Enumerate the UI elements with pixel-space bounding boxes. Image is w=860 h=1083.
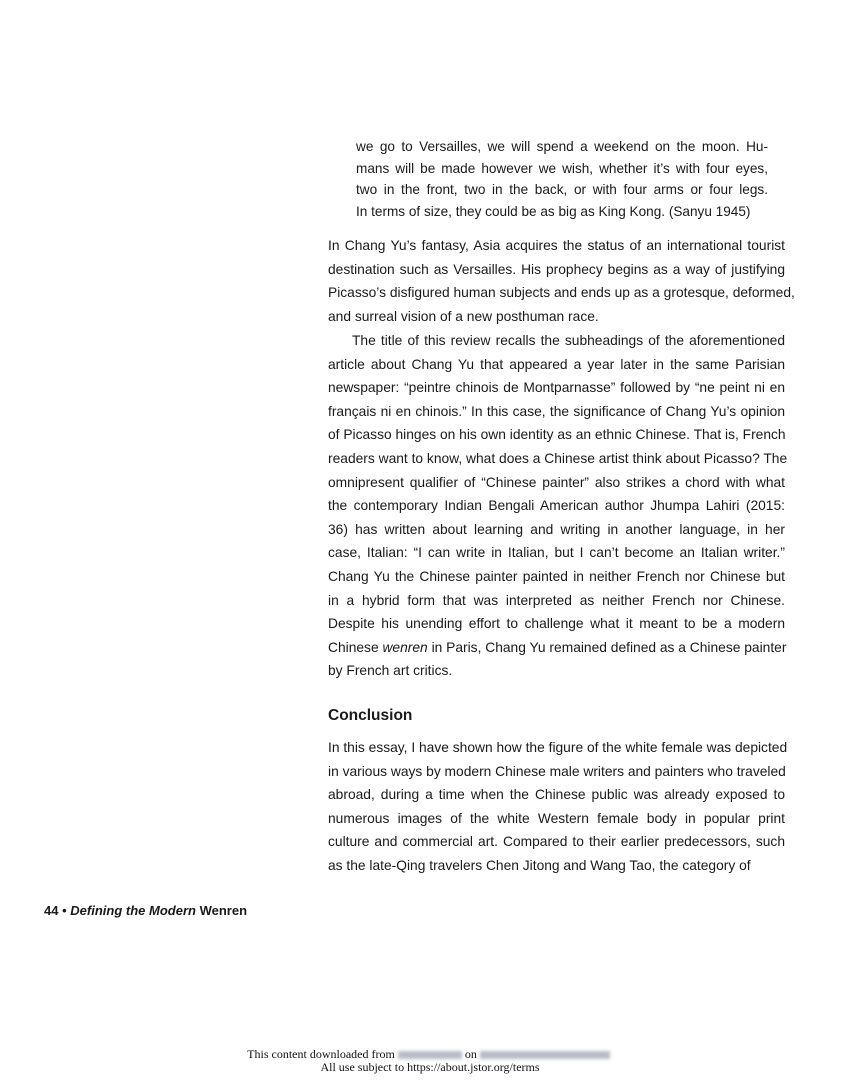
- text-line: In Chang Yu’s fantasy, Asia acquires the status of an international tourist: [328, 238, 785, 253]
- paragraph: [328, 234, 795, 328]
- text-line: 36) has written about learning and writing in another language, in her: [328, 521, 785, 537]
- paragraph: [328, 736, 788, 878]
- notice-text: This content downloaded from: [247, 1047, 395, 1061]
- text-line: abroad, during a time when the Chinese public was already exposed to: [328, 787, 785, 803]
- text-line: Despite his unending effort to challenge what it meant to be a modern: [328, 616, 785, 632]
- text-segment: in Paris, Chang Yu remained defined as a Chinese painter: [427, 639, 787, 655]
- text-line: In terms of size, they could be as big as King Kong. (Sanyu 1945): [356, 203, 751, 219]
- paragraph: [328, 329, 788, 683]
- text-line: omnipresent qualifier of “Chinese painter” also strikes a chord with what: [328, 474, 785, 490]
- text-line: article about Chang Yu that appeared a year later in the same Parisian: [328, 356, 785, 372]
- text-line: destination such as Versailles. His prophecy begins as a way of justifying: [328, 261, 785, 277]
- text-line: the contemporary Indian Bengali American author Jhumpa Lahiri (2015:: [328, 498, 785, 514]
- section-heading: Conclusion: [328, 707, 413, 724]
- text-line: Chang Yu the Chinese painter painted in neither French nor Chinese but: [328, 568, 785, 584]
- text-line: as the late-Qing travelers Chen Jitong and Wang Tao, the category of: [328, 857, 751, 873]
- text-line: mans will be made however we wish, whether it’s with four eyes,: [356, 160, 768, 176]
- download-notice: [0, 1048, 860, 1074]
- notice-text: on: [464, 1047, 477, 1061]
- bullet: •: [62, 903, 67, 918]
- italic-term: wenren: [382, 639, 428, 655]
- text-line: français ni en chinois.” In this case, the significance of Chang Yu’s opinion: [328, 403, 785, 419]
- text-line: Picasso’s disfigured human subjects and ends up as a grotesque, deformed,: [328, 285, 795, 301]
- redacted-date: [480, 1051, 610, 1059]
- blockquote: [356, 136, 768, 222]
- text-line: readers want to know, what does a Chinese artist think about Picasso? The: [328, 450, 788, 466]
- text-line: and surreal vision of a new posthuman race.: [328, 308, 599, 324]
- text-line: of Picasso hinges on his own identity as an ethnic Chinese. That is, French: [328, 427, 786, 443]
- text-line: newspaper: “peintre chinois de Montparnasse” followed by “ne peint ni en: [328, 380, 785, 396]
- text-line: The title of this review recalls the subheadings of the aforementioned: [352, 333, 785, 348]
- book-title-italic: Defining the Modern: [70, 903, 196, 918]
- book-title-rest: Wenren: [199, 903, 248, 918]
- text-line: culture and commercial art. Compared to their earlier predecessors, such: [328, 834, 785, 850]
- text-line: case, Italian: “I can write in Italian, but I can’t become an Italian writer.”: [328, 545, 785, 561]
- text-line: numerous images of the white Western female body in popular print: [328, 810, 785, 826]
- redacted-ip: [398, 1051, 462, 1059]
- text-line: by French art critics.: [328, 663, 453, 679]
- text-line: in a hybrid form that was interpreted as neither French nor Chinese.: [328, 592, 785, 608]
- terms-link[interactable]: All use subject to https://about.jstor.org/terms: [320, 1060, 540, 1074]
- text-line: in various ways by modern Chinese male writers and painters who traveled: [328, 763, 786, 779]
- page-number: 44: [44, 903, 59, 918]
- text-line: two in the front, two in the back, or with four arms or four legs.: [356, 182, 768, 197]
- text-segment: Chinese: [328, 639, 383, 655]
- text-line: In this essay, I have shown how the figure of the white female was depicted: [328, 740, 788, 755]
- text-line: we go to Versailles, we will spend a weekend on the moon. Hu-: [356, 139, 768, 154]
- text-line: [328, 636, 785, 660]
- running-footer: [44, 903, 247, 918]
